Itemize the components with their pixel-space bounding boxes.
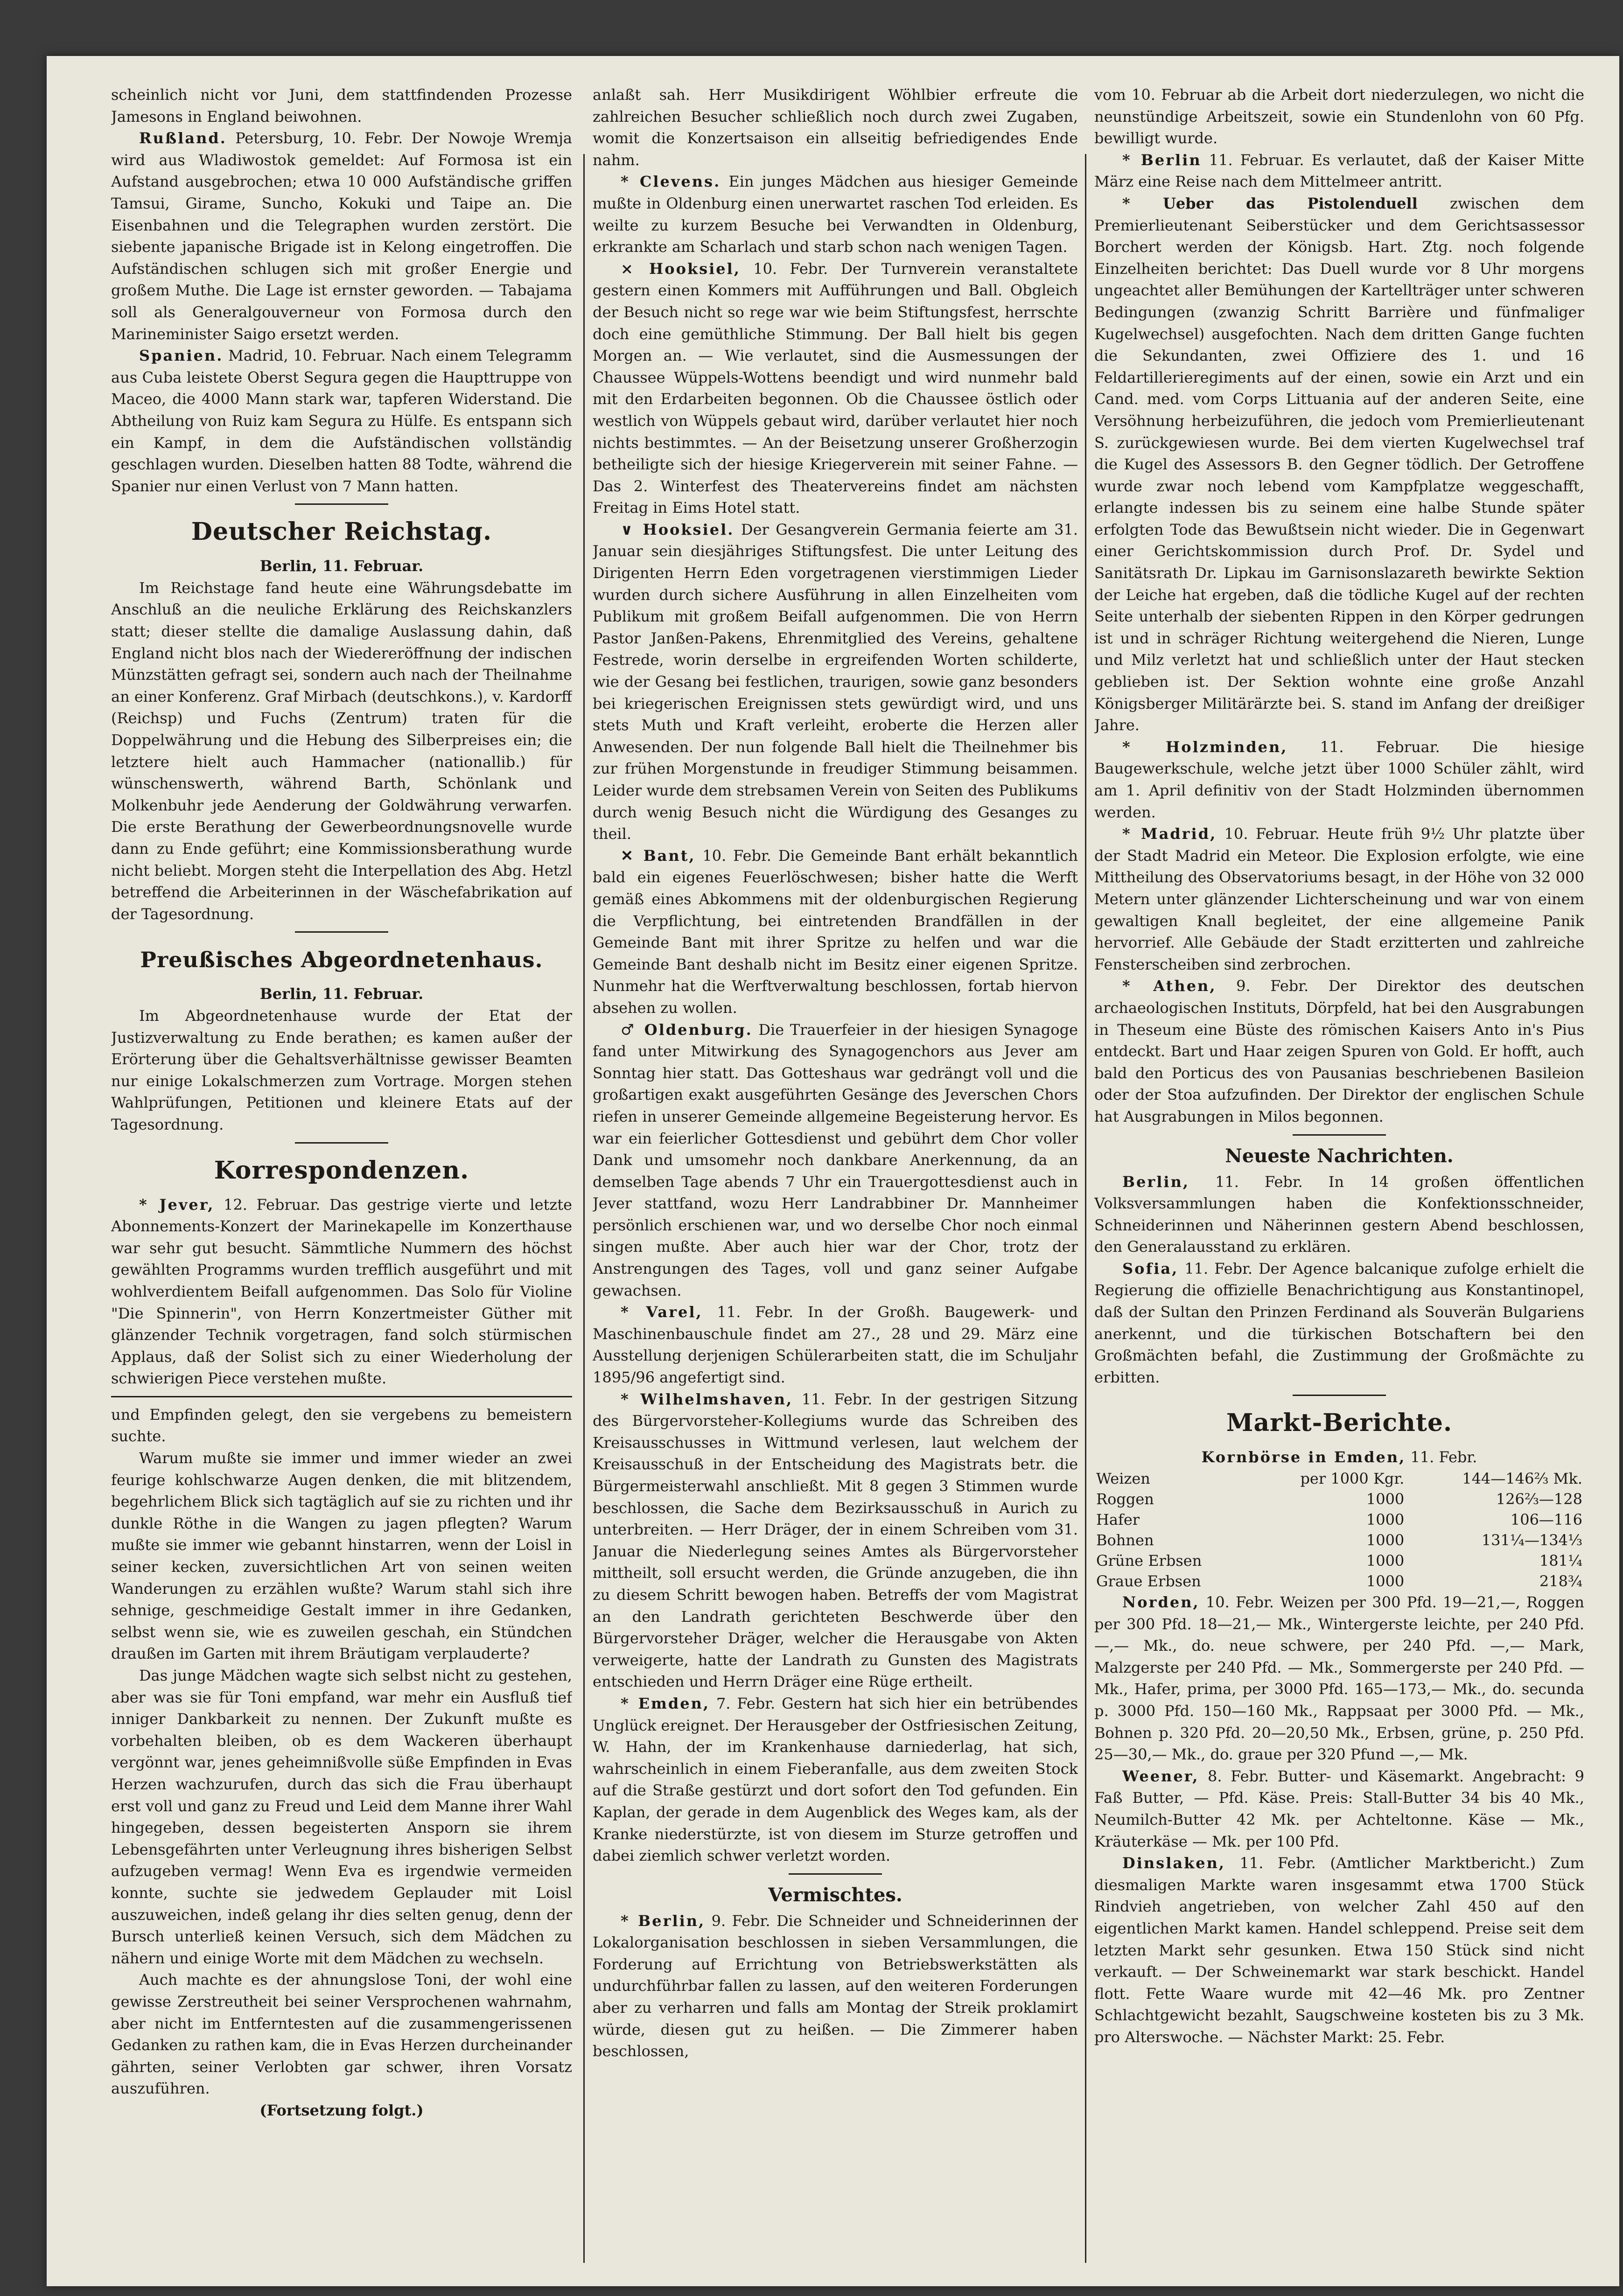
article-norden [1094,1591,1584,1766]
column-2 [593,84,1078,2249]
article-text: 11. Febr. (Amtlicher Marktbericht.) Zum diesmaligen Markte waren insgesammt etwa 1700 Stück Rindvieh angetrieben, von welcher Zahl 450 auf den eigentlichen Markt kamen. Handel schleppend. Preise seit dem letzten Markt sehr gesunken. Etwa 150 Stück sind nicht verkauft. — Der Schweinemarkt war stark beschickt. Handel flott. Fette Waare wurde mit 42—46 Mk. pro Zentner Schlachtgewicht bezahlt, Saugschweine kosteten bis zu 3 Mk. pro Alterswoche. — Nächster Markt: 25. Febr. [1094,1854,1584,2046]
article-text: Ein junges Mädchen aus hiesiger Gemeinde mußte in Oldenburg einen unerwartet raschen Tod erleiden. Es weilte zu kurzem Besuche bei Verwandten in Oldenburg, erkrankte am Scharlach und starb schon nach wenigen Tagen. [593,173,1078,256]
section-heading-reichstag: Deutscher Reichstag. [191,517,492,546]
article-hooksiel-2 [593,519,1078,845]
commodity-name: Weizen [1096,1470,1150,1488]
article-hooksiel [593,258,1078,519]
article-abgeordnetenhaus: Im Abgeordnetenhause wurde der Etat der Justizverwaltung zu Ende berathen; es kamen außer der Erörterung über die Gehaltsverhältnisse gewisser Beamten nur einige Lokalschmerzen zum Vortrage. Morgen stehen Wahlprüfungen, Petitionen und kleinere Etats auf der Tagesordnung. [111,1006,572,1133]
dateline: * Athen, [1122,977,1217,995]
commodity-name: Graue Erbsen [1096,1572,1201,1591]
divider [295,931,388,933]
price-row [1094,1468,1584,1489]
dateline: * Berlin [1122,151,1202,169]
feuilleton-paragraph: Warum mußte sie immer und immer wieder an zwei feurige kohlschwarze Augen denken, die mit blitzendem, begehrlichem Blick sich tagtäglich auf sie zu richten und ihr dunkle Röthe in die Wangen zu jagen pflegten? Warum mußte sie immer wie gebannt hinstarren, wenn der Loisl in seiner kecken, zuversichtlichen Art von seinen weiten Wanderungen zu erzählen wußte? Warum stahl sich ihre sehnige, geschmeidige Gestalt immer in ihre Gedanken, selbst wenn sie, wie es zuweilen geschah, ein Stündchen draußen im Garten mit ihrem Bräutigam verplauderte? [111,1449,572,1663]
article-text: Die Trauerfeier in der hiesigen Synagoge fand unter Mitwirkung des Synagogenchors aus Jever am Sonntag hier statt. Das Gotteshaus war gedrängt voll und die großartigen exakt ausgeführten Gesänge des Jeverschen Chors riefen in unserer Gemeinde allgemeine Begeisterung hervor. Es war ein feierlicher Gottesdienst und gebührt dem Chor voller Dank und umsomehr noch dankbare Anerkennung, da an demselben Tage abends 7 Uhr ein Trauergottesdienst auch in Jever stattfand, wozu Herr Landrabbiner Dr. Mannheimer persönlich erschienen war, und wo derselbe Chor noch einmal singen mußte. Aber auch hier war der Chor, trotz der Anstrengungen des Tages, voll und ganz seiner Aufgabe gewachsen. [593,1020,1078,1299]
feuilleton-paragraph: Das junge Mädchen wagte sich selbst nicht zu gestehen, aber was sie für Toni empfand, war mehr ein Ausfluß tief inniger Dankbarkeit zu nennen. Der Zukunft mußte es vorbehalten bleiben, ob es dem Wackeren überhaupt vergönnt war, jenes geheimnißvolle süße Empfinden in Evas Herzen wachzurufen, durch das sich die Frau überhaupt erst voll und ganz zu Freud und Leid dem Manne ihrer Wahl hingegeben, dessen begeisterten Ansporn sie ihrem Lebensgefährten unter Verleugnung ihres bisherigen Selbst aufzugeben vermag! Wenn Eva es irgendwie vermeiden konnte, suchte sie jedwedem Geplauder mit Loisl auszuweichen, indeß gelang ihr dies selten genug, denn der Bursch unterließ keinen Versuch, sich dem Mädchen zu nähern und einige Worte mit dem Mädchen zu wechseln. [111,1667,572,1967]
article-varel [593,1301,1078,1388]
price-unit: 1000 [1366,1531,1405,1549]
dateline: * Holzminden, [1122,738,1288,756]
section-heading-marktberichte: Markt-Berichte. [1226,1409,1453,1438]
article-text: 11. Februar. Die hiesige Baugewerkschule, welche jetzt über 1000 Schüler zählt, wird am 1. April definitiv von der Stadt Holzminden übernommen werden. [1094,738,1584,821]
dateline: ♂ Oldenburg. [621,1020,753,1039]
section-heading-neueste: Neueste Nachrichten. [1225,1145,1454,1167]
commodity-name: Hafer [1096,1511,1140,1529]
price-row [1094,1509,1584,1530]
article-holzminden [1094,736,1584,823]
dateline: Berlin, [1122,1172,1189,1191]
price-row [1094,1489,1584,1509]
price-unit: 1000 [1366,1552,1405,1570]
divider [789,1873,882,1875]
dateline: Spanien. [139,347,224,365]
dateline: Norden, [1122,1593,1200,1612]
paragraph: vom 10. Februar ab die Arbeit dort niederzulegen, wo nicht die neunstündige Arbeitszeit, sowie ein Stundenlohn von 60 Pfg. bewilligt wurde. [1094,86,1584,147]
feuilleton-paragraph: und Empfinden gelegt, den sie vergebens zu bemeistern suchte. [111,1405,572,1445]
column-divider [583,154,585,2263]
article-text: 7. Febr. Gestern hat sich hier ein betrübendes Unglück ereignet. Der Herausgeber der Ostfriesischen Zeitung, W. Hahn, der im Krankenhause darniederlag, hat sich, wahrscheinlich in einem Fieberanfalle, aus dem zweiten Stock auf die Straße gestürzt und dort sofort den Tod gefunden. Ein Kaplan, der gerade in dem Augenblick des Weges kam, als der Kranke niederstürzte, ist von diesem im Sturze getroffen und dabei ziemlich schwer verletzt worden. [593,1694,1078,1865]
divider [1293,1395,1386,1396]
price-value: 144—146⅔ Mk. [1462,1470,1582,1488]
article-text: 11. Febr. In 14 großen öffentlichen Volksversammlungen haben die Konfektionsschneider, Schneiderinnen und Näherinnen gestern Abend beschlossen, den Generalausstand zu erklären. [1094,1172,1584,1256]
article-jever [111,1194,572,1389]
dateline: * Clevens. [621,173,721,191]
article-neueste-berlin [1094,1171,1584,1258]
article-text: Der Gesangverein Germania feierte am 31. Januar sein diesjähriges Stiftungsfest. Die unter Leitung des Dirigenten Herrn Eden vorgetragenen vierstimmigen Lieder wurden durch sichere Ausführung in allen Einzelheiten vom Publikum mit großem Beifall aufgenommen. Die von Herrn Pastor Janßen-Pakens, Ehrenmitglied des Vereins, gehaltene Festrede, worin derselbe in ergreifenden Worten schilderte, wie der Gesang bei festlichen, traurigen, sowie ganz besonders bei kriegerischen Ereignissen stets gewürdigt wird, und uns stets Muth und Kraft verleiht, eroberte die Herzen aller Anwesenden. Der nun folgende Ball hielt die Theilnehmer bis zur frühen Morgenstunde in freudiger Stimmung beisammen. Leider wurde dem strebsamen Verein von Seiten des Publikums durch wenig Besuch nicht die Würdigung des Gesanges zu theil. [593,520,1078,843]
price-row [1094,1550,1584,1571]
price-row [1094,1530,1584,1550]
dateline: * Berlin, [621,1912,706,1930]
article-text: 11. Febr. In der Großh. Baugewerk- und Maschinenbauschule findet am 27., 28 und 29. März eine Ausstellung derjenigen Schülerarbeiten statt, die im Schuljahr 1895/96 angefertigt sind. [593,1303,1078,1387]
article-madrid [1094,823,1584,975]
continuation-note: (Fortsetzung folgt.) [259,2101,424,2119]
price-unit: per 1000 Kgr. [1300,1470,1405,1488]
article-wilhelmshaven [593,1389,1078,1693]
market-date: 11. Febr. [1410,1448,1477,1466]
article-emden [593,1693,1078,1867]
article-clevens [593,171,1078,258]
article-text: 11. Februar. Es verlautet, daß der Kaiser Mitte März eine Reise nach dem Mittelmeer antritt. [1094,151,1584,191]
dateline: Berlin, 11. Februar. [259,985,424,1003]
article-text: 10. Febr. Die Gemeinde Bant erhält bekanntlich bald ein eigenes Feuerlöschwesen; bisher hatte die Werft gemäß eines Abkommens mit der oldenburgischen Regierung die Verpflichtung, bei eintretenden Brandfällen in der Gemeinde Bant mit ihrer Spritze zu helfen und war die Gemeinde Bant deshalb nicht im Besitz einer eigenen Spritze. Nunmehr hat die Werftverwaltung beschlossen, fortab hiervon absehen zu wollen. [593,846,1078,1017]
dateline: ✕ Bant, [621,846,696,865]
dateline: * Varel, [621,1303,703,1321]
article-text: 8. Febr. Butter- und Käsemarkt. Angebracht: 9 Faß Butter, — Pfd. Käse. Preis: Stall-Butter 34 bis 40 Mk., Neumilch-Butter 42 Mk. per Achteltonne. Käse — Mk., Kräuterkäse — Mk. per 100 Pfd. [1094,1767,1584,1850]
price-unit: 1000 [1366,1490,1405,1508]
article-weener [1094,1766,1584,1852]
column-3 [1094,84,1584,2249]
article-text: 11. Febr. Der Agence balcanique zufolge erhielt die Regierung die offizielle Benachrichtigung aus Konstantinopel, daß der Sultan den Prinzen Ferdinand als Souverän Bulgariens anerkennt, und die türkischen Botschaftern bei den Großmächten befahl, die Zustimmung der Großmächte zu erbitten. [1094,1259,1584,1386]
dateline: Rußland. [139,129,227,147]
article-pistolenduell [1094,193,1584,736]
price-value: 126⅔—128 [1496,1490,1582,1508]
article-oldenburg [593,1019,1078,1302]
divider [1293,1134,1386,1136]
price-value: 131¼—134⅓ [1481,1531,1582,1549]
column-divider [1085,154,1086,2263]
column-1 [111,84,572,2249]
article-text: 10. Febr. Weizen per 300 Pfd. 19—21,—, Roggen per 300 Pfd. 18—21,— Mk., Wintergerste leichte, per 240 Pfd. —,— Mk., do. neue schwere, per 240 Pfd. —,— Mark, Malzgerste per 240 Pfd. — Mk., Sommergerste per 240 Pfd. — Mk., Hafer, prima, per 3000 Pfd. 165—173,— Mk., do. secunda p. 3000 Pfd. 150—160 Mk., Rappsaat per 3000 Pfd. — Mk., Bohnen p. 320 Pfd. 20—20,50 Mk., Erbsen, grüne, p. 250 Pfd. 25—30,— Mk., do. graue per 320 Pfund —,— Mk. [1094,1593,1584,1764]
divider [295,1142,388,1144]
newspaper-page [47,56,1619,2286]
paragraph: anlaßt sah. Herr Musikdirigent Wöhlbier erfreute die zahlreichen Besucher schließlich noch durch zwei Zugaben, womit die Konzertsaison ein allseitig befriedigendes Ende nahm. [593,86,1078,169]
dateline: * Emden, [621,1694,710,1712]
paragraph: scheinlich nicht vor Juni, dem stattfindenden Prozesse Jamesons in England beiwohnen. [111,86,572,126]
article-text: Madrid, 10. Februar. Nach einem Telegramm aus Cuba leistete Oberst Segura gegen die Haupttruppe von Maceo, die 4000 Mann stark war, tapferen Widerstand. Die Abtheilung von Ruiz kam Segura zu Hülfe. Es entspann sich ein Kampf, in dem die Aufständischen vollständig geschlagen wurden. Dieselben hatten 88 Todte, während die Spanier nur einen Verlust von 7 Mann hatten. [111,347,572,495]
feuilleton-paragraph: Auch machte es der ahnungslose Toni, der wohl eine gewisse Zerstreutheit bei seiner Versprochenen wahrnahm, aber nicht im Entferntesten auf die zusammengerissenen Gedanken zu rathen kam, die in Evas Herzen durcheinander gährten, seiner Verlobten gar schwer, ihren Vorsatz auszuführen. [111,1971,572,2098]
price-value: 218¾ [1539,1572,1582,1591]
article-text: 11. Febr. In der gestrigen Sitzung des Bürgervorsteher-Kollegiums wurde das Schreiben des Kreisausschusses in Wittmund verlesen, laut welchem der Kreisausschuß in der Entscheidung des Magistrats betr. die Bürgermeisterwahl anschließt. Mit 8 gegen 3 Stimmen wurde beschlossen, die Sache dem Bezirksausschuß in Aurich zu unterbreiten. — Herr Dräger, der in einem Schreiben vom 31. Januar die Niederlegung seines Amtes als Bürgervorsteher mittheilt, soll ersucht werden, die Gründe anzugeben, die ihn zu diesem Schritt bewogen haben. Betreffs der vom Magistrat an den Landrath gerichteten Beschwerde über den Bürgervorsteher Dräger, welcher die Herausgabe von Akten verweigerte, hatte der Landrath zu Gunsten des Magistrats entschieden und Herrn Dräger eine Rüge ertheilt. [593,1390,1078,1691]
article-reichstag: Im Reichstage fand heute eine Währungsdebatte im Anschluß an die neuliche Erklärung des Reichskanzlers statt; dieser stellte die damalige Auslassung dahin, daß England nicht blos nach der Wiedereröffnung der indischen Münzstätten gefragt sei, sondern auch nach der Theilnahme an einer Konferenz. Graf Mirbach (deutschkons.), v. Kardorff (Reichsp) und Fuchs (Zentrum) traten für die Doppelwährung und die Hebung des Silberpreises ein; die letztere hielt auch Hammacher (nationallib.) für wünschenswerth, während Barth, Schönlank und Molkenbuhr jede Aenderung der Goldwährung verwarfen. Die erste Berathung der Gewerbeordnungsnovelle wurde dann zu Ende geführt; eine Kommissionsberathung wurde nicht beliebt. Morgen steht die Interpellation des Abg. Hetzl betreffend die Arbeiterinnen in der Wäschefabrikation auf der Tagesordnung. [111,579,572,923]
dateline: ∨ Hooksiel. [621,520,735,538]
dateline: * Ueber das Pistolenduell [1122,194,1418,212]
commodity-name: Bohnen [1096,1531,1154,1549]
market-title: Kornbörse in Emden, [1201,1448,1406,1466]
price-unit: 1000 [1366,1572,1405,1591]
divider [295,503,388,505]
article-text: 12. Februar. Das gestrige vierte und letzte Abonnements-Konzert der Marinekapelle im Konzerthause war sehr gut besucht. Sämmtliche Nummern des höchst gewählten Programms wurden trefflich ausgeführt und mit wohlverdientem Beifall aufgenommen. Das Solo für Violine "Die Spinnerin", von Herrn Konzertmeister Güther mit glänzender Technik vorgetragen, fand solch stürmischen Applaus, daß der Solist sich zu einer Wiederholung der schwierigen Piece verstehen mußte. [111,1195,572,1388]
section-heading-vermischtes: Vermischtes. [768,1884,902,1906]
commodity-name: Grüne Erbsen [1096,1552,1202,1570]
section-heading-abgeordnetenhaus: Preußisches Abgeordnetenhaus. [140,947,543,973]
article-berlin [1094,149,1584,193]
article-berlin [593,1910,1078,2062]
article-text: 9. Febr. Die Schneider und Schneiderinnen der Lokalorganisation beschlossen in sieben Versammlungen, die Forderung auf Errichtung von Betriebswerkstätten als undurchführbar fallen zu lassen, auf den weiteren Forderungen aber zu verharren und falls am Montag der Streik proklamirt würde, diesen gut zu heißen. — Die Zimmerer haben beschlossen, [593,1912,1078,2060]
dateline: Sofia, [1122,1259,1179,1277]
article-text: zwischen dem Premierlieutenant Seiberstücker und dem Gerichtsassessor Borchert werden der Königsb. Hart. Ztg. noch folgende Einzelheiten berichtet: Das Duell wurde vor 8 Uhr morgens ungeachtet aller Bemühungen der Kartellträger unter schweren Bedingungen (zwanzig Schritt Barrière und fünfmaliger Kugelwechsel) ausgefochten. Nach dem dritten Gange fuchten die Sekundanten, zwei Offiziere des 1. und 16 Feldartillerieregiments auf der einen, sowie ein Arzt und ein Cand. med. vom Corps Littuania auf der anderen Seite, eine Versöhnung herbeizuführen, die jedoch vom Premierlieutenant S. zurückgewiesen wurde. Bei dem vierten Kugelwechsel traf die Kugel des Assessors B. den Gegner tödlich. Der Getroffene wurde zwar noch lebend vom Kampfplatze weggeschafft, erlangte indessen bis zu seinem eine halbe Stunde später erfolgten Tode das Bewußtsein nicht wieder. Die in Gegenwart einer Gerichtskommission durch Prof. Dr. Sydel und Sanitätsrath Dr. Lipkau im Garnisonslazareth bewirkte Sektion der Leiche hat ergeben, daß die tödliche Kugel auf der rechten Seite unterhalb der siebenten Rippen in den Körper gedrungen ist und in schräger Richtung weitergehend die Nieren, Lunge und Milz verletzt hat und schließlich unter der Haut stecken geblieben ist. Der Sektion wohnte eine große Anzahl Königsberger Militärärzte bei. S. stand im Anfang der dreißiger Jahre. [1094,194,1584,734]
dateline: Weener, [1122,1767,1199,1785]
feuilleton-divider [111,1396,572,1397]
dateline: * Wilhelmshaven, [621,1390,793,1408]
market-subheading [1094,1446,1584,1468]
article-text: Petersburg, 10. Febr. Der Nowoje Wremja wird aus Wladiwostok gemeldet: Auf Formosa ist ein Aufstand ausgebrochen; etwa 10 000 Aufständische griffen Tamsui, Girame, Suncho, Kokuki und Taipe an. Die Eisenbahnen und die Telegraphen wurden zerstört. Die siebente japanische Brigade ist in Kelong eingetroffen. Die Aufständischen schlugen sich mit großer Energie und großem Muthe. Die Lage ist ernster geworden. — Tabajama soll als Generalgouverneur von Formosa durch den Marineminister Saigo ersetzt werden. [111,129,572,343]
article-text: 9. Febr. Der Direktor des deutschen archaeologischen Instituts, Dörpfeld, hat bei den Ausgrabungen in Theseum eine Büste des römischen Kaisers Anto in's Pius entdeckt. Bart und Haar zeigen Spuren von Gold. Er hofft, auch bald den Porticus des von Pausanias beschriebenen Basileion oder der Stoa aufzufinden. Der Direktor der englischen Schule hat Ausgrabungen in Milos begonnen. [1094,977,1584,1125]
dateline: * Jever, [139,1195,215,1214]
article-text: 10. Febr. Der Turnverein veranstaltete gestern einen Kommers mit Aufführungen und Ball. Obgleich der Besuch nicht so rege war wie beim Stiftungsfest, herrschte doch eine gemüthliche Stimmung. Der Ball hielt bis gegen Morgen an. — Wie verlautet, sind die Ausmessungen der Chaussee Wüppels-Wottens beendigt und wird nunmehr bald mit den Erdarbeiten begonnen. Ob die Chaussee östlich oder westlich von Wüppels gebaut wird, darüber verlautet hier noch nichts bestimmtes. — An der Beisetzung unserer Großherzogin betheiligte sich der hiesige Kriegerverein mit seiner Fahne. — Das 2. Winterfest des Theatervereins findet am nächsten Freitag in Eims Hotel statt. [593,259,1078,517]
article-russland [111,127,572,345]
price-value: 106—116 [1510,1511,1582,1529]
dateline: × Hooksiel, [621,259,741,278]
price-unit: 1000 [1366,1511,1405,1529]
article-bant [593,845,1078,1019]
dateline: Dinslaken, [1122,1854,1226,1872]
article-spanien [111,345,572,497]
article-sofia [1094,1258,1584,1389]
commodity-name: Roggen [1096,1490,1154,1508]
section-heading-korrespondenzen: Korrespondenzen. [214,1156,469,1185]
article-text: 10. Februar. Heute früh 9½ Uhr platzte über der Stadt Madrid ein Meteor. Die Explosion erfolgte, wie eine Mittheilung des Observatoriums besagt, in der Höhe von 32 000 Metern unter glänzender Lichterscheinung und war von einem gewaltigen Knall begleitet, der eine allgemeine Panik hervorrief. Alle Gebäude der Stadt erzitterten und zahlreiche Fensterscheiben sind zerbrochen. [1094,825,1584,973]
article-dinslaken [1094,1852,1584,2048]
price-row [1094,1571,1584,1591]
price-table [1094,1468,1584,1591]
article-athen [1094,975,1584,1127]
price-value: 181¼ [1539,1552,1582,1570]
dateline: Berlin, 11. Februar. [259,557,424,575]
dateline: * Madrid, [1122,825,1217,843]
